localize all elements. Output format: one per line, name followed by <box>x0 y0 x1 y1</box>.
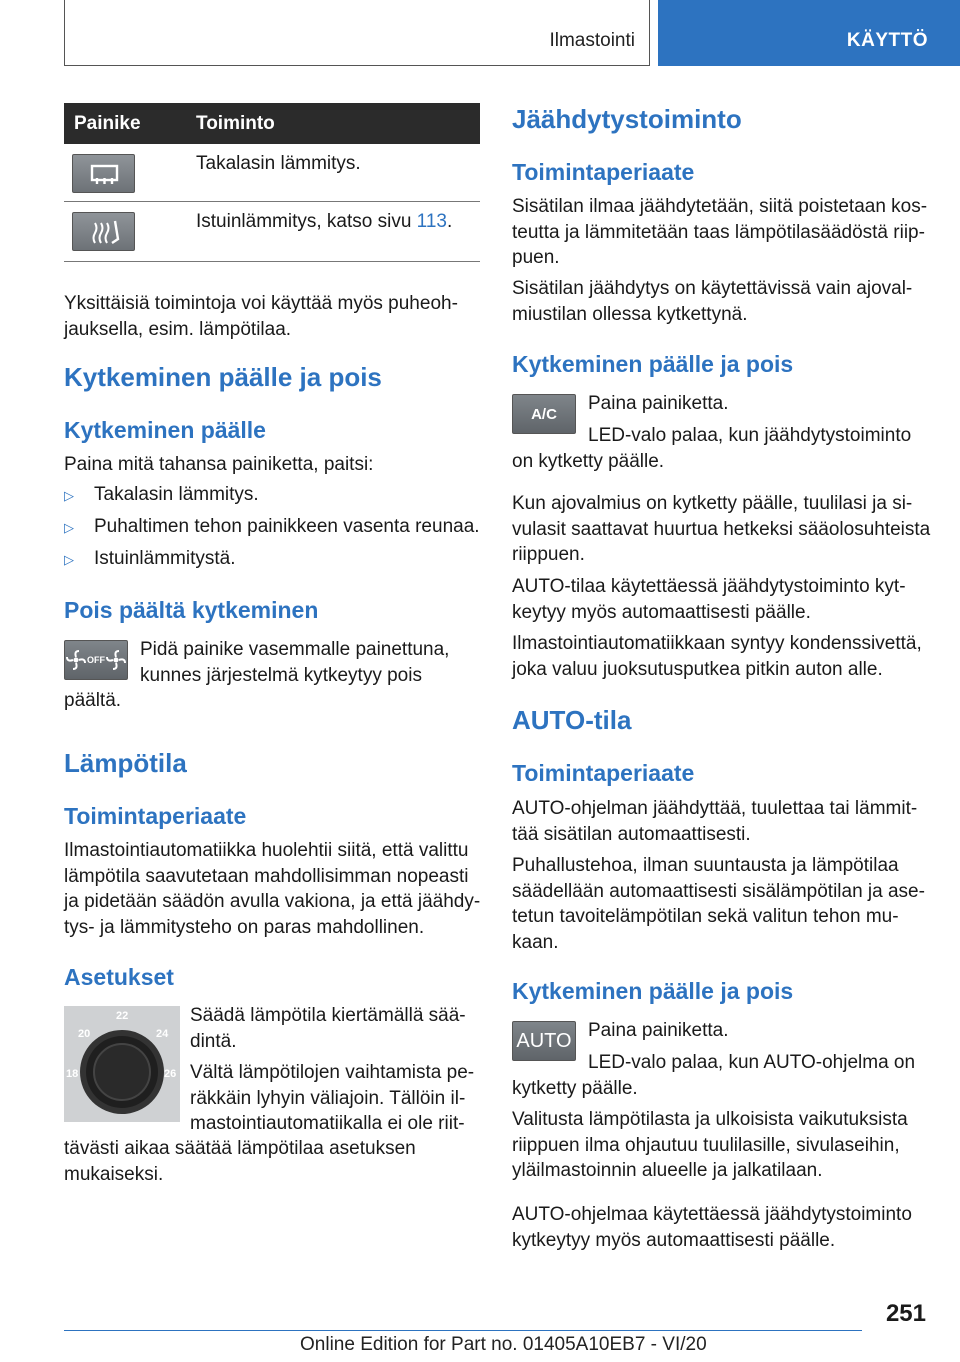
table-col-function: Toiminto <box>196 113 275 134</box>
heading-principle: Toimintaperiaate <box>64 803 247 829</box>
auto-label: AUTO <box>516 1029 572 1052</box>
text-line: Sisätilan jäähdytys on käytettävissä vain ajoval- <box>512 278 913 299</box>
table-cell-function: Takalasin lämmitys. <box>196 153 361 174</box>
heading-switch: Kytkeminen päälle ja pois <box>64 362 382 392</box>
heading-auto: AUTO-tila <box>512 705 632 735</box>
text-line: joka valuu juoksutusputkea pitkin auton alle. <box>512 658 883 680</box>
heading-switch-off: Pois päältä kytkeminen <box>64 597 319 623</box>
text-line: Sisätilan ilmaa jäähdytetään, siitä poistetaan kos- <box>512 196 928 217</box>
text-line: Yksittäisiä toimintoja voi käyttää myös puheoh- <box>64 293 458 314</box>
text-line: puen. <box>512 247 560 268</box>
avoid-text-end <box>64 1136 416 1187</box>
ac-led-text: LED-valo palaa, kun jäähdytystoiminto <box>588 425 912 446</box>
text-line: kytkeytyy myös automaattisesti päälle. <box>512 1229 836 1251</box>
table-row <box>64 202 480 262</box>
text-line: riippuen. <box>512 544 585 565</box>
text-line: lämpötila saavutetaan mahdollisimman nopeasti <box>64 865 469 887</box>
press-button-text: Paina painiketta. <box>588 393 729 414</box>
text-line: AUTO-tilaa käytettäessä jäähdytystoiminto kyt- <box>512 576 906 597</box>
text-line: tetun tavoitelämpötilan sekä valitun tehon mu- <box>512 906 899 927</box>
knob-label: 20 <box>78 1028 91 1040</box>
text-line: kaan. <box>512 931 559 953</box>
text-line: Kun ajovalmius on kytketty päälle, tuulilasi ja si- <box>512 493 913 514</box>
list-item <box>64 548 235 570</box>
text-line: mastointiautomatiikalla ei ole riit- <box>190 1113 465 1134</box>
triangle-bullet-icon: ▷ <box>64 520 74 535</box>
ac-led-text-end: on kytketty päälle. <box>512 451 665 472</box>
text-line: AUTO-ohjelmaa käytettäessä jäähdytystoiminto <box>512 1204 912 1225</box>
switch-off-text-end: päältä. <box>64 690 122 711</box>
ac-button-icon <box>512 394 576 434</box>
header-title-box <box>64 0 650 66</box>
header-title: Ilmastointi <box>549 30 635 51</box>
press-button-text: Paina painiketta. <box>588 1020 729 1041</box>
table-row <box>64 144 480 202</box>
switch-on-text: Paina mitä tahansa painiketta, paitsi: <box>64 454 374 475</box>
list-item-text: Puhaltimen tehon painikkeen vasenta reunaa. <box>94 516 480 537</box>
page-link[interactable]: 113 <box>416 211 447 232</box>
heading-temperature: Lämpötila <box>64 748 187 778</box>
knob-label: 24 <box>156 1028 169 1040</box>
table-col-button: Painike <box>74 113 141 134</box>
text-line: yläilmastoinnin alueelle ja jalkatilaan. <box>512 1160 823 1181</box>
list-item <box>64 484 259 506</box>
heading-principle: Toimintaperiaate <box>512 760 695 786</box>
avoid-text <box>190 1060 474 1137</box>
text-line: kunnes järjestelmä kytkeytyy pois <box>140 664 422 686</box>
fan-off-button-icon <box>64 640 128 680</box>
text-line: keytyy myös automaattisesti päälle. <box>512 601 811 623</box>
text-line: tävästi aikaa säätää lämpötilaa asetuksen <box>64 1138 416 1159</box>
button-function-table <box>64 103 480 262</box>
settings-text <box>190 1003 466 1054</box>
rear-defrost-icon <box>72 154 135 193</box>
text-line: Ilmastointiautomatiikkaan syntyy kondenssivettä, <box>512 633 922 654</box>
auto-description-text <box>512 853 925 955</box>
knob-label: 18 <box>66 1068 79 1080</box>
text-line: vulasit saattavat huurtua hetkeksi sääolosuhteista <box>512 518 931 540</box>
section-tab[interactable] <box>658 0 960 66</box>
text-line: räkkäin lyhyin väliajoin. Tällöin il- <box>190 1087 466 1109</box>
auto-led-text: LED-valo palaa, kun AUTO-ohjelma on <box>588 1052 916 1073</box>
text-line: riippuen ilma ohjautuu tuulilasille, sivulaseihin, <box>512 1134 900 1156</box>
text-line: Säädä lämpötila kiertämällä sää- <box>190 1005 466 1026</box>
text-line: Ilmastointiautomatiikka huolehtii siitä, että valittu <box>64 840 469 861</box>
footer-edition: Online Edition for Part no. 01405A10EB7 - VI/20 <box>300 1334 707 1355</box>
seat-heating-icon <box>72 212 135 251</box>
cooling-text <box>512 194 927 271</box>
heading-switch: Kytkeminen päälle ja pois <box>512 978 794 1004</box>
table-cell-text: Istuinlämmitys, katso sivu <box>196 211 417 232</box>
text-line: mukaiseksi. <box>64 1163 164 1185</box>
text-line: Vältä lämpötilojen vaihtamista pe- <box>190 1062 475 1083</box>
text-line: tää sisätilan automaattisesti. <box>512 823 751 845</box>
ready-text <box>512 491 930 568</box>
auto-cool-text <box>512 574 906 625</box>
intro-paragraph <box>64 291 458 342</box>
auto-distribution-text <box>512 1107 908 1184</box>
cooling-text-2 <box>512 276 912 327</box>
heading-switch: Kytkeminen päälle ja pois <box>512 351 794 377</box>
temperature-text <box>64 838 480 940</box>
list-item <box>64 516 480 538</box>
text-line: AUTO-ohjelman jäähdyttää, tuulettaa tai lämmit- <box>512 798 918 819</box>
text-line: säädellään automaattisesti sisälämpötilan ja ase- <box>512 880 925 902</box>
fan-off-label: OFF <box>86 655 105 665</box>
text-line: jauksella, esim. lämpötilaa. <box>64 318 292 340</box>
triangle-bullet-icon: ▷ <box>64 552 74 567</box>
section-tab-label: KÄYTTÖ <box>846 30 928 51</box>
switch-off-text <box>140 637 449 688</box>
auto-led-text-end: kytketty päälle. <box>512 1078 638 1099</box>
table-cell-suffix: . <box>446 211 453 232</box>
triangle-bullet-icon: ▷ <box>64 488 74 503</box>
table-cell-function <box>196 211 452 233</box>
text-line: Pidä painike vasemmalle painettuna, <box>140 639 450 660</box>
temperature-knob-image <box>64 1006 180 1122</box>
text-line: miustilan ollessa kytkettynä. <box>512 303 748 325</box>
text-line: dintä. <box>190 1030 237 1052</box>
auto-last-text <box>512 1202 912 1253</box>
text-line: Valitusta lämpötilasta ja ulkoisista vaikutuksista <box>512 1109 908 1130</box>
list-item-text: Takalasin lämmitys. <box>94 484 259 505</box>
footer-divider <box>64 1330 862 1331</box>
text-line: Puhallustehoa, ilman suuntausta ja lämpötilaa <box>512 855 899 876</box>
heading-settings: Asetukset <box>64 964 174 990</box>
page-number: 251 <box>885 1300 926 1327</box>
auto-button-icon <box>512 1021 576 1061</box>
auto-principle-text <box>512 796 917 847</box>
ac-label: A/C <box>531 405 557 423</box>
text-line: teutta ja lämmitetään taas lämpötilasäädöstä riip- <box>512 221 925 243</box>
condense-text <box>512 631 922 682</box>
heading-principle: Toimintaperiaate <box>512 159 695 185</box>
list-item-text: Istuinlämmitystä. <box>94 548 236 569</box>
heading-cooling: Jäähdytystoiminto <box>512 104 742 134</box>
heading-switch-on: Kytkeminen päälle <box>64 417 266 443</box>
table-header <box>64 103 480 144</box>
text-line: ja pidetään säädön avulla vakiona, ja että jäähdy- <box>64 891 481 912</box>
knob-label: 26 <box>164 1068 177 1080</box>
knob-label: 22 <box>116 1010 129 1022</box>
text-line: tys- ja lämmitysteho on paras mahdollinen. <box>64 916 425 938</box>
